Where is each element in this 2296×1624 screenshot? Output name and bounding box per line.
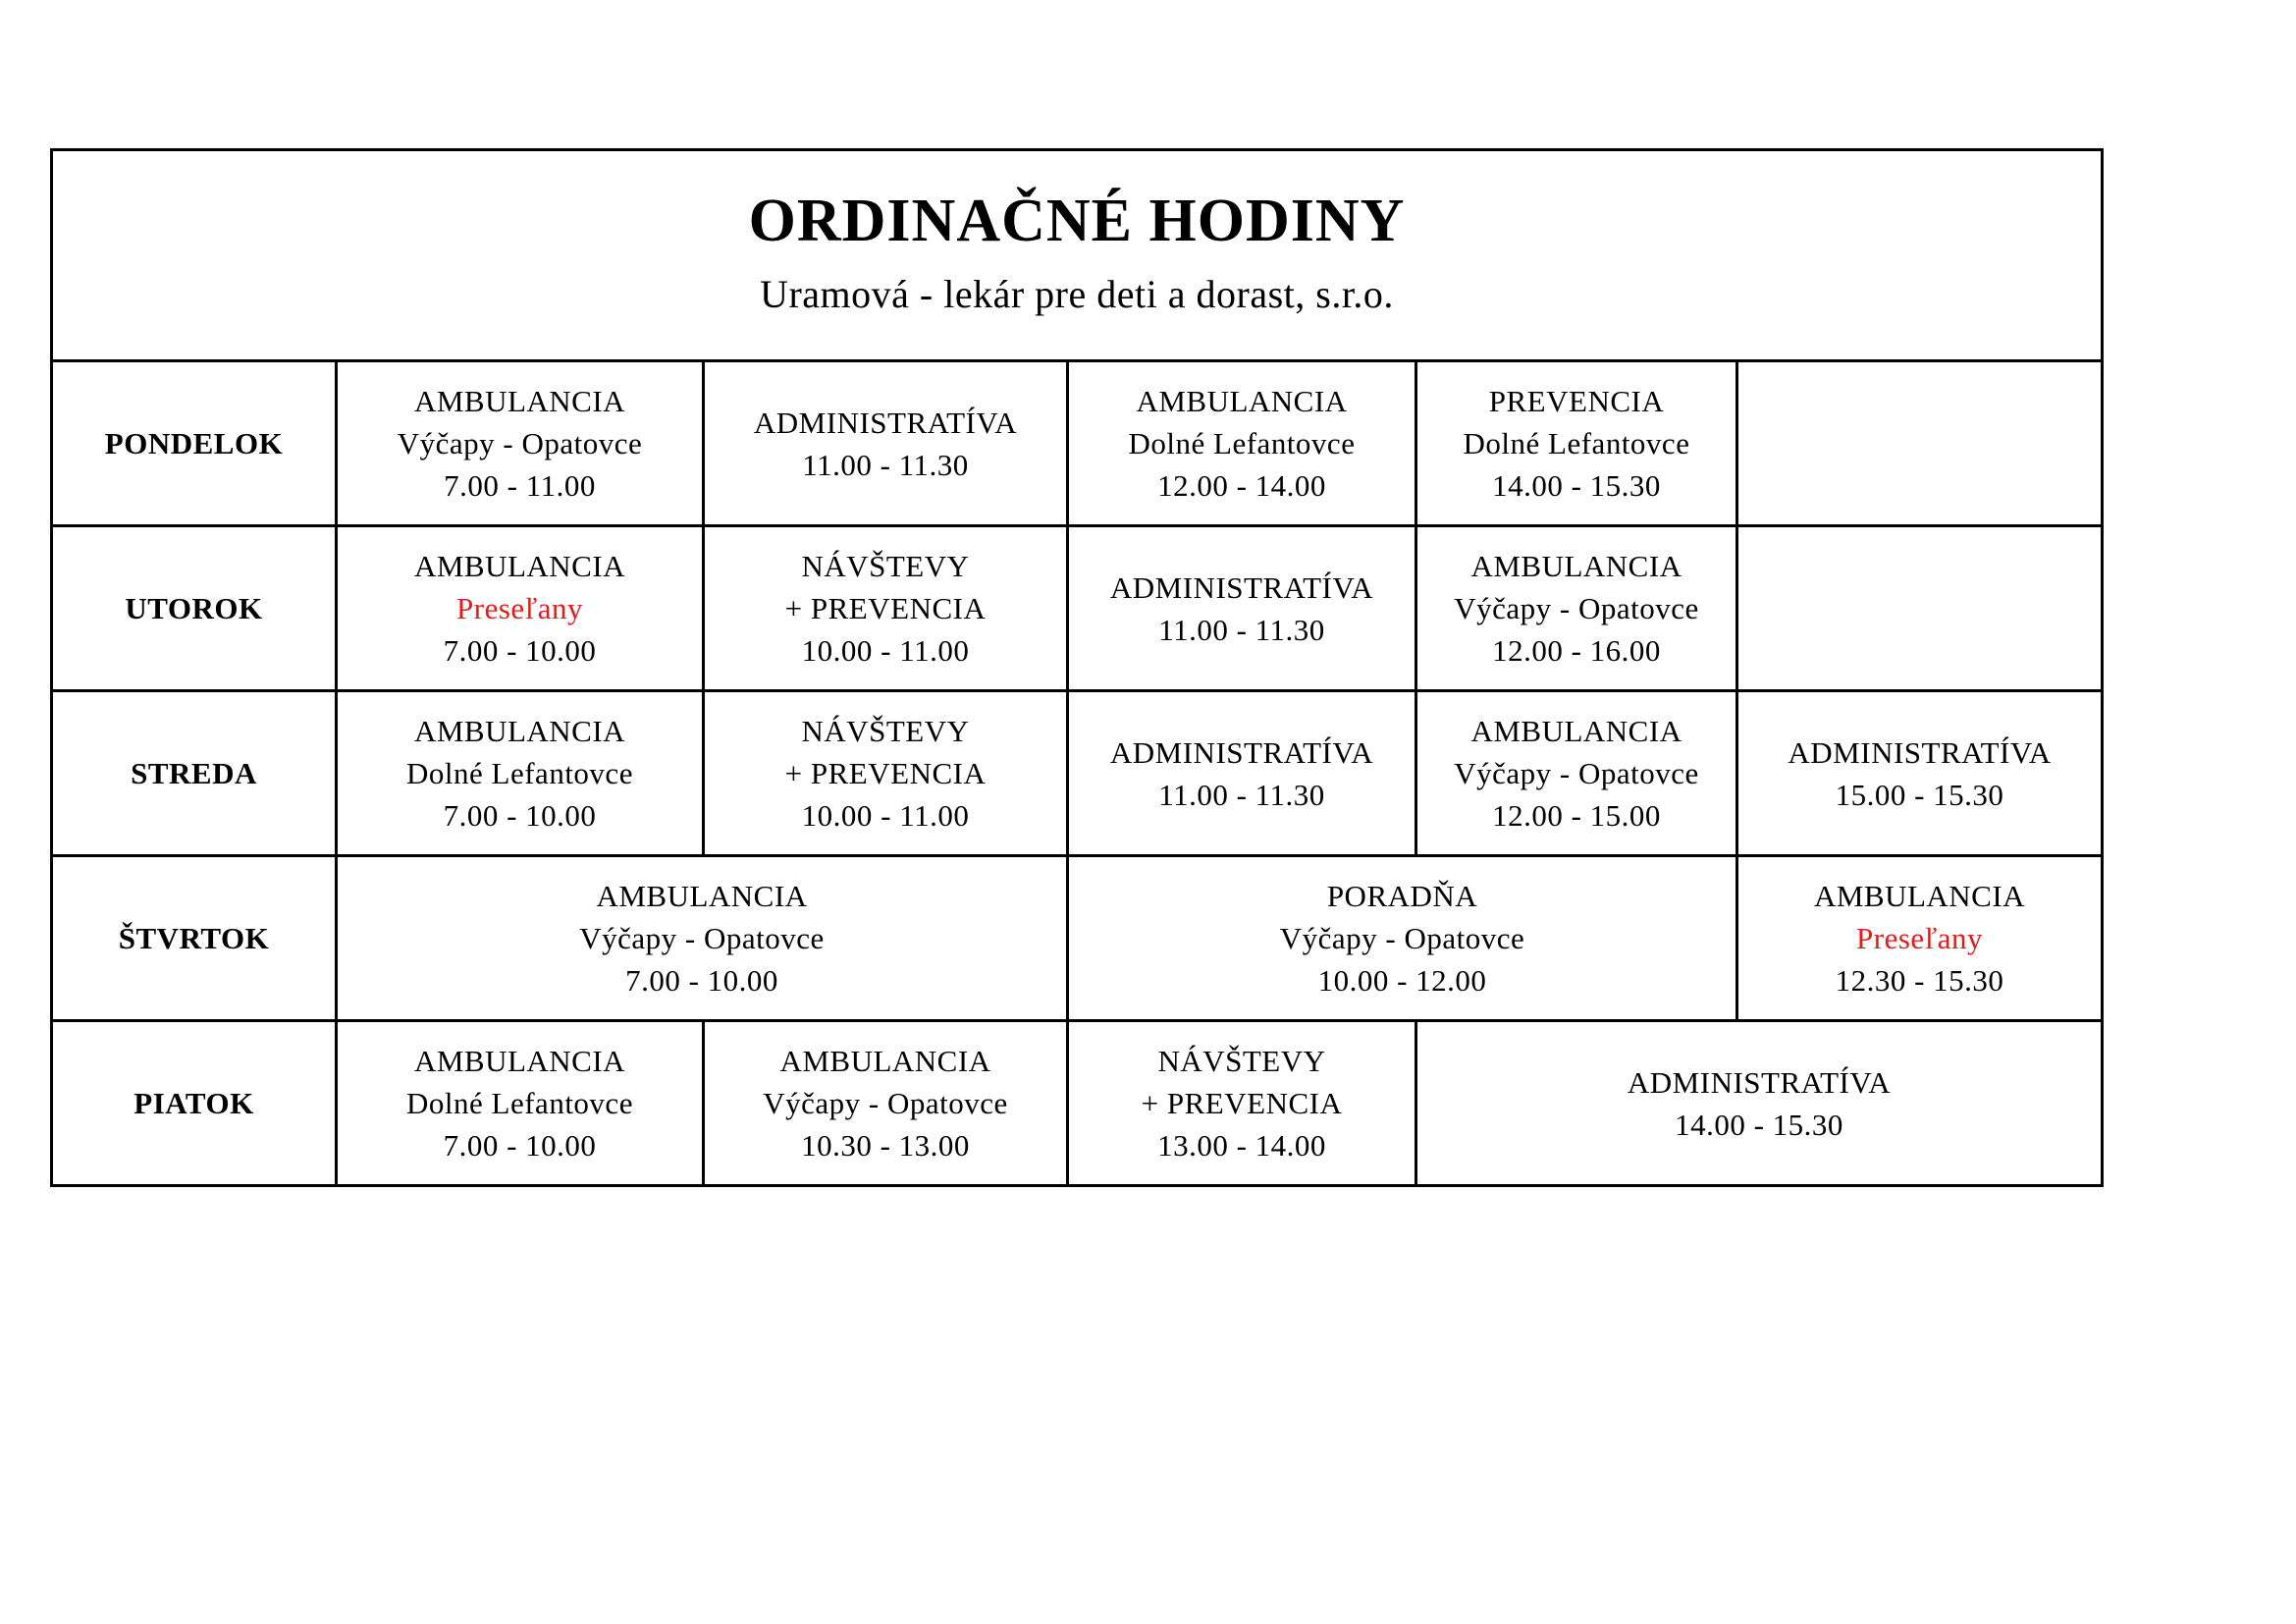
slot-location-highlighted: Preseľany xyxy=(456,591,583,625)
slot-time: 11.00 - 11.30 xyxy=(1158,777,1325,812)
slot-type-extra: + PREVENCIA xyxy=(784,591,987,625)
slot-time: 10.00 - 12.00 xyxy=(1317,963,1487,998)
slot-type: NÁVŠTEVY xyxy=(801,549,970,583)
slot-type: ADMINISTRATÍVA xyxy=(1109,734,1374,770)
slot-location: Dolné Lefantovce xyxy=(1128,426,1356,460)
slot-cell xyxy=(1416,691,1737,856)
slot-cell xyxy=(1416,1021,2103,1186)
slot-time: 11.00 - 11.30 xyxy=(802,447,969,482)
slot-location: Dolné Lefantovce xyxy=(406,756,633,790)
slot-type: AMBULANCIA xyxy=(779,1044,991,1078)
slot-type: AMBULANCIA xyxy=(413,1044,626,1078)
slot-type: AMBULANCIA xyxy=(596,879,808,913)
slot-time: 7.00 - 11.00 xyxy=(444,468,596,503)
slot-type: AMBULANCIA xyxy=(413,714,626,748)
slot-time: 7.00 - 10.00 xyxy=(443,798,597,833)
slot-cell xyxy=(704,526,1068,691)
slot-location: Výčapy - Opatovce xyxy=(1454,756,1699,790)
slot-time: 15.00 - 15.30 xyxy=(1835,777,2004,812)
slot-type: ADMINISTRATÍVA xyxy=(1627,1064,1892,1100)
slot-cell xyxy=(1416,526,1737,691)
table-header xyxy=(52,150,2103,361)
slot-type-extra: + PREVENCIA xyxy=(784,756,987,790)
day-label: UTOROK xyxy=(52,526,337,691)
empty-cell xyxy=(1737,361,2103,526)
slot-location: Dolné Lefantovce xyxy=(1463,426,1690,460)
slot-time: 7.00 - 10.00 xyxy=(443,1128,597,1163)
day-label: PIATOK xyxy=(52,1021,337,1186)
slot-cell xyxy=(337,856,1068,1021)
slot-cell xyxy=(704,691,1068,856)
slot-location: Výčapy - Opatovce xyxy=(1279,921,1525,955)
slot-type: NÁVŠTEVY xyxy=(1157,1044,1326,1078)
slot-time: 14.00 - 15.30 xyxy=(1675,1107,1843,1142)
slot-time: 11.00 - 11.30 xyxy=(1158,612,1325,647)
slot-location-highlighted: Preseľany xyxy=(1856,921,1984,955)
slot-type: ADMINISTRATÍVA xyxy=(753,405,1018,440)
slot-type: AMBULANCIA xyxy=(1136,384,1348,418)
slot-cell xyxy=(704,361,1068,526)
slot-cell xyxy=(337,361,704,526)
slot-cell xyxy=(1068,691,1416,856)
slot-cell xyxy=(337,1021,704,1186)
slot-type: ADMINISTRATÍVA xyxy=(1788,734,2052,770)
schedule-sheet xyxy=(50,148,2101,1187)
empty-cell xyxy=(1737,526,2103,691)
slot-cell xyxy=(1737,691,2103,856)
slot-type: AMBULANCIA xyxy=(1470,549,1682,583)
slot-time: 10.00 - 11.00 xyxy=(801,633,970,668)
slot-type: AMBULANCIA xyxy=(1470,714,1682,748)
slot-cell xyxy=(337,691,704,856)
slot-location: Výčapy - Opatovce xyxy=(1454,591,1699,625)
slot-time: 10.30 - 13.00 xyxy=(801,1128,970,1163)
day-label: ŠTVRTOK xyxy=(52,856,337,1021)
slot-time: 13.00 - 14.00 xyxy=(1157,1128,1326,1163)
page-title: ORDINAČNÉ HODINY xyxy=(748,188,1406,254)
slot-cell xyxy=(1068,526,1416,691)
office-hours-table xyxy=(50,148,2104,1187)
slot-type: ADMINISTRATÍVA xyxy=(1109,569,1374,605)
slot-cell xyxy=(1068,1021,1416,1186)
day-label: PONDELOK xyxy=(52,361,337,526)
row-utorok xyxy=(52,526,2103,691)
slot-cell xyxy=(1737,856,2103,1021)
slot-cell xyxy=(704,1021,1068,1186)
slot-time: 7.00 - 10.00 xyxy=(625,963,778,998)
slot-type: NÁVŠTEVY xyxy=(801,714,970,748)
slot-time: 12.00 - 16.00 xyxy=(1492,633,1661,668)
slot-time: 10.00 - 11.00 xyxy=(801,798,970,833)
slot-location: Výčapy - Opatovce xyxy=(579,921,825,955)
page-subtitle: Uramová - lekár pre deti a dorast, s.r.o. xyxy=(760,272,1394,316)
slot-time: 14.00 - 15.30 xyxy=(1492,468,1661,503)
slot-type: AMBULANCIA xyxy=(413,384,626,418)
slot-time: 12.00 - 15.00 xyxy=(1492,798,1661,833)
day-label: STREDA xyxy=(52,691,337,856)
slot-cell xyxy=(1068,361,1416,526)
slot-location: Výčapy - Opatovce xyxy=(397,426,643,460)
slot-type: AMBULANCIA xyxy=(1813,879,2026,913)
slot-location: Výčapy - Opatovce xyxy=(763,1086,1008,1120)
row-piatok xyxy=(52,1021,2103,1186)
row-stvrtok xyxy=(52,856,2103,1021)
slot-cell xyxy=(1416,361,1737,526)
slot-type-extra: + PREVENCIA xyxy=(1141,1086,1343,1120)
row-streda xyxy=(52,691,2103,856)
slot-cell xyxy=(337,526,704,691)
slot-location: Dolné Lefantovce xyxy=(406,1086,633,1120)
slot-cell xyxy=(1068,856,1737,1021)
slot-type: PORADŇA xyxy=(1326,879,1478,913)
slot-time: 12.00 - 14.00 xyxy=(1157,468,1326,503)
slot-type: AMBULANCIA xyxy=(413,549,626,583)
slot-type: PREVENCIA xyxy=(1488,384,1665,418)
slot-time: 12.30 - 15.30 xyxy=(1835,963,2004,998)
slot-time: 7.00 - 10.00 xyxy=(443,633,597,668)
row-pondelok xyxy=(52,361,2103,526)
